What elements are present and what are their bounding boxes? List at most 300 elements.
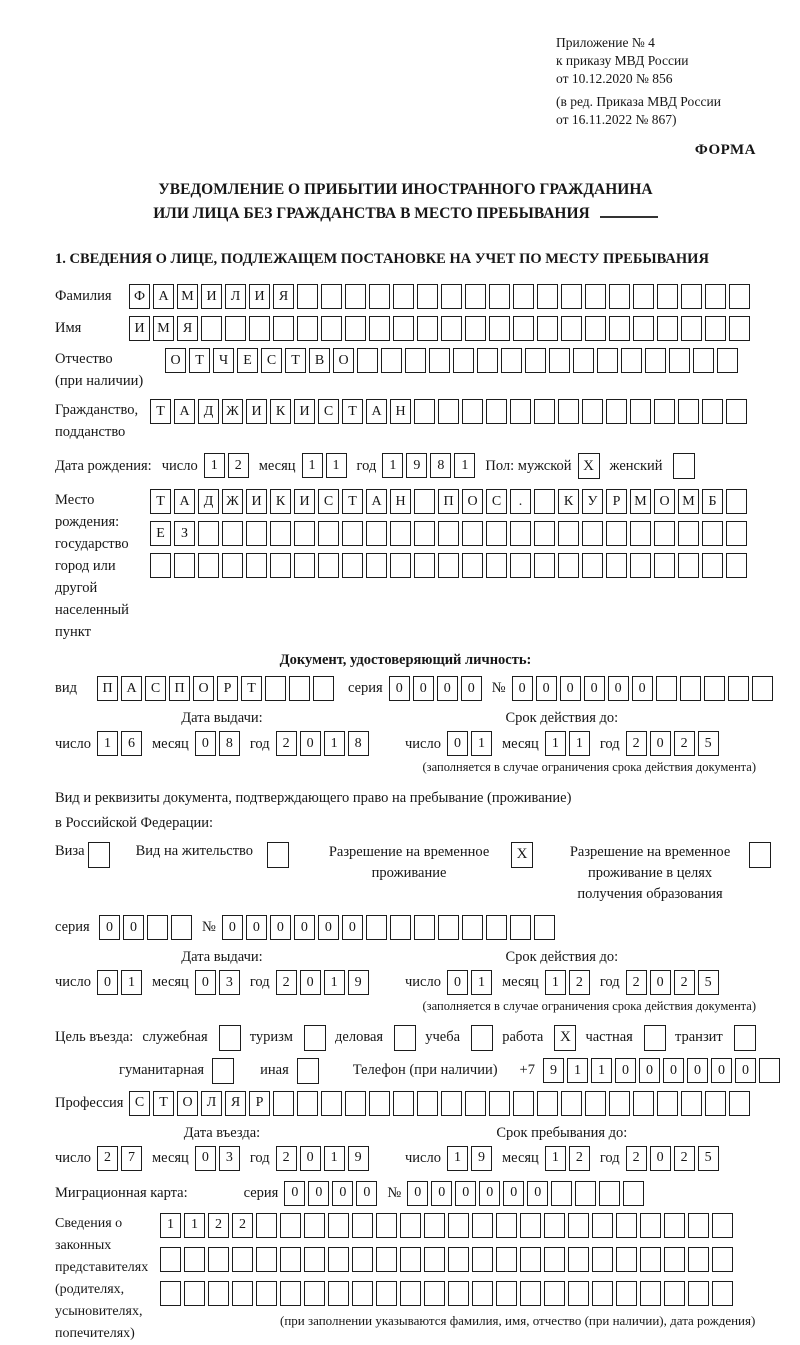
form-cell: [759, 1058, 780, 1083]
residence-doc-options: [55, 842, 756, 905]
form-cell: [606, 521, 627, 546]
form-cell: А: [366, 489, 387, 514]
form-cell: [414, 489, 435, 514]
purpose-work-label: работа: [502, 1029, 544, 1046]
form-cell: [645, 348, 666, 373]
form-cell: А: [174, 399, 195, 424]
form-cell: [520, 1247, 541, 1272]
form-cell: 0: [687, 1058, 708, 1083]
form-cell: 0: [300, 1146, 321, 1171]
series-label: серия: [55, 919, 90, 936]
form-cell: 5: [698, 1146, 719, 1171]
identity-issue-day: [97, 731, 142, 756]
form-title: [55, 178, 756, 226]
form-cell: [537, 316, 558, 341]
form-cell: М: [630, 489, 651, 514]
form-cell: [232, 1281, 253, 1306]
form-cell: [678, 553, 699, 578]
form-cell: [273, 316, 294, 341]
identity-doc-heading: Документ, удостоверяющий личность:: [279, 651, 532, 668]
form-cell: [294, 553, 315, 578]
month-label: месяц: [501, 735, 539, 752]
form-cell: 0: [431, 1181, 452, 1206]
representatives-rows: [160, 1213, 755, 1329]
form-cell: Ж: [222, 399, 243, 424]
form-cell: Т: [189, 348, 210, 373]
form-cell: [568, 1213, 589, 1238]
form-cell: [345, 284, 366, 309]
form-cell: [558, 553, 579, 578]
form-cell: 6: [121, 731, 142, 756]
form-cell: 0: [195, 1146, 216, 1171]
birth-place-label: Место рождения: государство город или другой населенный пункт: [55, 491, 129, 640]
form-cell: [489, 1091, 510, 1116]
form-cell: [462, 915, 483, 940]
form-cell: [369, 316, 390, 341]
form-cell: [345, 316, 366, 341]
form-cell: Д: [198, 489, 219, 514]
form-cell: [688, 1247, 709, 1272]
entry-day: [97, 1146, 142, 1171]
form-cell: [465, 316, 486, 341]
form-cell: [477, 348, 498, 373]
form-cell: 2: [97, 1146, 118, 1171]
month-label: месяц: [501, 1150, 539, 1167]
appendix-line-2: к приказу МВД России: [556, 53, 689, 68]
identity-issue-col: [55, 709, 389, 756]
month-label: месяц: [151, 974, 189, 991]
form-cell: [640, 1281, 661, 1306]
form-cell: [246, 553, 267, 578]
form-cell: [208, 1247, 229, 1272]
form-cell: 0: [479, 1181, 500, 1206]
form-cell: О: [193, 676, 214, 701]
form-cell: [585, 1091, 606, 1116]
surname-row: [55, 284, 756, 309]
form-cell: [726, 489, 747, 514]
form-cell: 0: [342, 915, 363, 940]
form-cell: 1: [591, 1058, 612, 1083]
birth-day-cells: [204, 453, 249, 478]
representatives-label: Сведения о законных представителях (родителях, усыновителях, попечителях): [55, 1215, 149, 1341]
entry-date-heading: Дата въезда:: [183, 1124, 261, 1141]
month-label: месяц: [258, 457, 296, 474]
form-cell: [678, 399, 699, 424]
residence-series-cells: [99, 915, 192, 940]
form-cell: 0: [639, 1058, 660, 1083]
form-cell: [568, 1247, 589, 1272]
form-cell: [537, 284, 558, 309]
form-cell: [568, 1281, 589, 1306]
form-cell: П: [169, 676, 190, 701]
form-cell: 8: [219, 731, 240, 756]
form-cell: Ф: [129, 284, 150, 309]
form-cell: 0: [284, 1181, 305, 1206]
form-cell: 3: [219, 970, 240, 995]
form-cell: 1: [545, 970, 566, 995]
form-cell: [256, 1281, 277, 1306]
phone-label: Телефон (при наличии): [352, 1062, 498, 1079]
form-cell: 9: [406, 453, 427, 478]
form-cell: [357, 348, 378, 373]
form-cell: [472, 1213, 493, 1238]
representatives-block: [55, 1213, 756, 1345]
form-cell: 0: [195, 731, 216, 756]
patronymic-cells: [165, 348, 738, 373]
form-cell: [208, 1281, 229, 1306]
form-cell: 2: [228, 453, 249, 478]
form-cell: [366, 521, 387, 546]
appendix-line-1: Приложение № 4: [556, 35, 655, 50]
form-cell: 0: [650, 731, 671, 756]
form-cell: [496, 1247, 517, 1272]
form-cell: О: [654, 489, 675, 514]
form-cell: [280, 1247, 301, 1272]
form-cell: 5: [698, 970, 719, 995]
form-cell: 1: [160, 1213, 181, 1238]
form-cell: И: [246, 399, 267, 424]
form-cell: О: [333, 348, 354, 373]
form-cell: [630, 521, 651, 546]
form-cell: 2: [674, 970, 695, 995]
purpose-transit-label: транзит: [674, 1029, 723, 1046]
form-cell: [222, 553, 243, 578]
form-cell: [729, 284, 750, 309]
form-cell: 1: [324, 1146, 345, 1171]
form-cell: 0: [318, 915, 339, 940]
surname-label: Фамилия: [55, 288, 112, 305]
form-cell: К: [558, 489, 579, 514]
form-cell: 1: [97, 731, 118, 756]
residence-issue-col: [55, 948, 389, 995]
form-cell: [381, 348, 402, 373]
purpose-business-checkbox: [394, 1025, 416, 1051]
form-cell: П: [438, 489, 459, 514]
form-cell: [171, 915, 192, 940]
form-cell: [405, 348, 426, 373]
issue-date-heading: Дата выдачи:: [181, 948, 263, 965]
year-label: год: [599, 735, 620, 752]
form-cell: 0: [663, 1058, 684, 1083]
birth-date-label: Дата рождения:: [55, 457, 152, 474]
form-cell: [462, 521, 483, 546]
form-cell: С: [318, 399, 339, 424]
form-cell: [592, 1247, 613, 1272]
form-cell: [592, 1213, 613, 1238]
form-cell: И: [249, 284, 270, 309]
sex-female-checkbox: [673, 453, 695, 479]
form-cell: [393, 316, 414, 341]
form-cell: 1: [324, 731, 345, 756]
form-cell: [717, 348, 738, 373]
form-cell: .: [510, 489, 531, 514]
form-cell: [633, 1091, 654, 1116]
form-cell: [313, 676, 334, 701]
stay-until-heading: Срок пребывания до:: [496, 1124, 628, 1141]
form-cell: [534, 489, 555, 514]
form-cell: [496, 1213, 517, 1238]
form-cell: [654, 553, 675, 578]
form-cell: Н: [390, 399, 411, 424]
form-cell: 0: [447, 731, 468, 756]
firstname-label: Имя: [55, 320, 82, 337]
form-cell: [352, 1213, 373, 1238]
form-cell: К: [270, 399, 291, 424]
form-cell: [280, 1281, 301, 1306]
identity-expiry-month: [545, 731, 590, 756]
form-cell: [376, 1281, 397, 1306]
residence-issue-year: [276, 970, 369, 995]
form-cell: [414, 915, 435, 940]
representatives-row-2: [160, 1247, 755, 1272]
form-cell: С: [486, 489, 507, 514]
form-cell: [633, 316, 654, 341]
form-cell: 1: [569, 731, 590, 756]
form-cell: 0: [97, 970, 118, 995]
form-cell: 1: [545, 1146, 566, 1171]
form-cell: [616, 1213, 637, 1238]
form-cell: [328, 1247, 349, 1272]
year-label: год: [249, 974, 270, 991]
form-cell: Я: [177, 316, 198, 341]
doc-series-label: серия: [348, 680, 383, 697]
form-cell: [616, 1281, 637, 1306]
form-cell: 0: [332, 1181, 353, 1206]
form-cell: А: [174, 489, 195, 514]
form-cell: [520, 1281, 541, 1306]
form-cell: [630, 553, 651, 578]
form-cell: 0: [356, 1181, 377, 1206]
form-cell: С: [318, 489, 339, 514]
form-cell: 0: [300, 970, 321, 995]
form-cell: О: [177, 1091, 198, 1116]
form-cell: [558, 399, 579, 424]
form-cell: 9: [348, 970, 369, 995]
form-cell: [225, 316, 246, 341]
form-cell: [400, 1213, 421, 1238]
form-cell: 3: [219, 1146, 240, 1171]
form-cell: П: [97, 676, 118, 701]
form-cell: [486, 915, 507, 940]
form-cell: [575, 1181, 596, 1206]
purpose-tourism-checkbox: [304, 1025, 326, 1051]
form-cell: 0: [447, 970, 468, 995]
purpose-study-label: учеба: [425, 1029, 461, 1046]
form-cell: [705, 1091, 726, 1116]
form-cell: [376, 1247, 397, 1272]
visit-purpose-row: [55, 1025, 756, 1051]
form-cell: [678, 521, 699, 546]
form-cell: [150, 553, 171, 578]
form-cell: 0: [437, 676, 458, 701]
migration-series-cells: [284, 1181, 377, 1206]
form-cell: [352, 1281, 373, 1306]
form-cell: [462, 553, 483, 578]
form-cell: Т: [342, 489, 363, 514]
form-cell: [688, 1281, 709, 1306]
form-cell: [160, 1281, 181, 1306]
residence-doc-series-row: [55, 915, 756, 940]
issue-date-heading: Дата выдачи:: [181, 710, 263, 726]
form-cell: [390, 521, 411, 546]
form-cell: [664, 1281, 685, 1306]
form-cell: 1: [447, 1146, 468, 1171]
form-cell: 0: [270, 915, 291, 940]
birth-date-row: [55, 453, 756, 479]
form-cell: [352, 1247, 373, 1272]
form-cell: [621, 348, 642, 373]
form-cell: [424, 1247, 445, 1272]
form-cell: [582, 399, 603, 424]
section-1-heading: 1. СВЕДЕНИЯ О ЛИЦЕ, ПОДЛЕЖАЩЕМ ПОСТАНОВКЕ НА УЧЕТ ПО МЕСТУ ПРЕБЫВАНИЯ: [55, 250, 709, 267]
form-cell: 1: [121, 970, 142, 995]
form-cell: 1: [471, 731, 492, 756]
form-cell: М: [678, 489, 699, 514]
doc-number-label: №: [491, 680, 506, 697]
form-cell: [424, 1281, 445, 1306]
form-cell: [704, 676, 725, 701]
form-cell: [390, 915, 411, 940]
form-cell: [486, 399, 507, 424]
form-cell: 2: [626, 731, 647, 756]
form-cell: [599, 1181, 620, 1206]
purpose-study-checkbox: [471, 1025, 493, 1051]
form-cell: Т: [150, 489, 171, 514]
form-cell: [510, 521, 531, 546]
form-cell: [680, 676, 701, 701]
form-cell: И: [201, 284, 222, 309]
form-cell: [465, 1091, 486, 1116]
form-cell: [513, 284, 534, 309]
visa-checkbox: [88, 842, 110, 868]
series-label: серия: [243, 1185, 279, 1202]
form-cell: Я: [225, 1091, 246, 1116]
birth-place-block: [55, 489, 756, 643]
form-cell: [705, 284, 726, 309]
form-cell: [429, 348, 450, 373]
form-cell: [366, 915, 387, 940]
phone-cells: [543, 1058, 780, 1083]
form-cell: [376, 1213, 397, 1238]
edu-residence-permit-checkbox: [749, 842, 771, 868]
form-cell: [544, 1247, 565, 1272]
form-cell: [369, 284, 390, 309]
form-cell: [726, 399, 747, 424]
year-label: год: [599, 974, 620, 991]
form-cell: [345, 1091, 366, 1116]
purpose-business-label: деловая: [335, 1029, 384, 1046]
birth-month-cells: [302, 453, 347, 478]
form-cell: [657, 284, 678, 309]
identity-expiry-col: [405, 709, 719, 756]
form-cell: [606, 553, 627, 578]
form-cell: 0: [407, 1181, 428, 1206]
form-cell: 0: [246, 915, 267, 940]
form-cell: С: [129, 1091, 150, 1116]
form-cell: 0: [512, 676, 533, 701]
form-cell: [752, 676, 773, 701]
form-cell: 2: [208, 1213, 229, 1238]
stay-until-col: [405, 1124, 719, 1171]
identity-expiry-day: [447, 731, 492, 756]
form-cell: Е: [150, 521, 171, 546]
form-cell: 2: [674, 731, 695, 756]
form-cell: 1: [545, 731, 566, 756]
form-cell: [640, 1213, 661, 1238]
patronymic-label: Отчество (при наличии): [55, 350, 144, 389]
form-cell: [657, 316, 678, 341]
form-cell: 0: [503, 1181, 524, 1206]
profession-label: Профессия: [55, 1094, 124, 1111]
form-cell: Ч: [213, 348, 234, 373]
form-cell: 0: [711, 1058, 732, 1083]
phone-prefix: +7: [519, 1062, 535, 1079]
form-cell: Т: [241, 676, 262, 701]
visit-purpose-label: Цель въезда:: [55, 1029, 134, 1046]
form-cell: [441, 284, 462, 309]
form-cell: [640, 1247, 661, 1272]
form-cell: [184, 1281, 205, 1306]
form-cell: [573, 348, 594, 373]
form-cell: 0: [608, 676, 629, 701]
form-cell: Ж: [222, 489, 243, 514]
form-cell: [597, 348, 618, 373]
form-cell: [549, 348, 570, 373]
form-cell: [513, 316, 534, 341]
form-cell: [342, 521, 363, 546]
sex-female-label: женский: [609, 457, 663, 474]
form-cell: [256, 1247, 277, 1272]
entry-dates: [55, 1124, 756, 1171]
form-cell: 2: [276, 731, 297, 756]
entry-year: [276, 1146, 369, 1171]
form-cell: [246, 521, 267, 546]
birth-place-row-2: [150, 521, 747, 546]
form-cell: [289, 676, 310, 701]
identity-issue-month: [195, 731, 240, 756]
form-cell: [702, 399, 723, 424]
form-cell: [297, 284, 318, 309]
form-cell: [534, 915, 555, 940]
form-cell: [184, 1247, 205, 1272]
expiry-note: (заполняется в случае ограничения срока действия документа): [422, 998, 756, 1013]
form-cell: Б: [702, 489, 723, 514]
form-cell: М: [153, 316, 174, 341]
day-label: число: [55, 735, 91, 752]
form-cell: 0: [584, 676, 605, 701]
form-cell: [609, 316, 630, 341]
form-cell: [633, 284, 654, 309]
form-cell: [438, 399, 459, 424]
expiry-note: (заполняется в случае ограничения срока действия документа): [422, 760, 756, 775]
patronymic-row: [55, 348, 756, 392]
migration-card-row: [55, 1181, 756, 1206]
expiry-date-heading: Срок действия до:: [505, 710, 619, 726]
form-cell: [414, 553, 435, 578]
form-cell: О: [165, 348, 186, 373]
form-cell: 0: [222, 915, 243, 940]
representatives-row-3: [160, 1281, 755, 1306]
visa-label: Виза: [55, 842, 85, 859]
temp-residence-permit-checkbox: X: [511, 842, 533, 868]
day-label: число: [55, 1150, 91, 1167]
form-cell: К: [270, 489, 291, 514]
visit-purpose-row-2: [119, 1058, 756, 1084]
form-cell: 0: [536, 676, 557, 701]
form-cell: [606, 399, 627, 424]
profession-row: [55, 1091, 756, 1116]
form-cell: [705, 316, 726, 341]
